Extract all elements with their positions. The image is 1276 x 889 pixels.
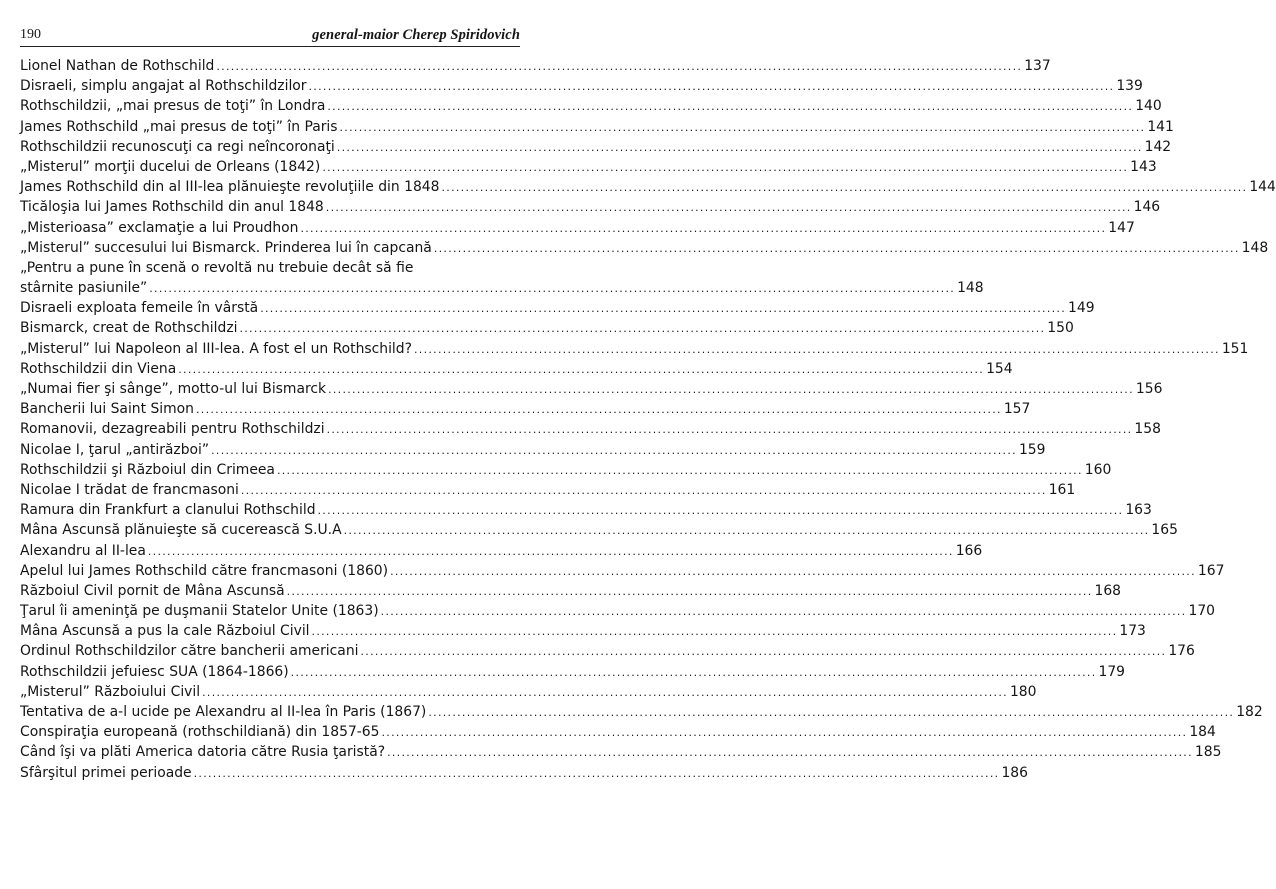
toc-entry	[20, 177, 1276, 197]
toc-entry-title: Ţarul îi ameninţă pe duşmanii Statelor Unite (1863)	[20, 603, 379, 620]
dot-leader	[337, 138, 1143, 158]
toc-entry-page: 143	[1130, 158, 1157, 175]
dot-leader	[211, 441, 1017, 461]
toc-entry-page: 165	[1151, 522, 1178, 539]
toc-entry-row	[20, 601, 1215, 621]
dot-leader	[360, 642, 1166, 662]
toc-entry-page: 150	[1047, 320, 1074, 337]
toc-entry-page: 182	[1236, 704, 1263, 720]
toc-entry	[20, 742, 1222, 762]
toc-entry	[20, 601, 1215, 621]
toc-entry-title: Bancherii lui Saint Simon	[20, 401, 194, 418]
toc-entry-title: Mâna Ascunsă a pus la cale Războiul Civil	[20, 623, 310, 640]
toc-entry	[20, 359, 1013, 379]
toc-entry-title: Rothschildzii şi Războiul din Crimeea	[20, 461, 275, 478]
dot-leader	[216, 57, 1022, 77]
toc-entry	[20, 339, 1249, 359]
dot-leader	[241, 481, 1047, 501]
toc-entry-row	[20, 157, 1157, 177]
page-header	[20, 24, 520, 47]
toc-entry-title: Nicolae I trădat de francmasoni	[20, 481, 239, 498]
dot-leader	[390, 562, 1196, 582]
toc-entry-title: „Numai fier şi sânge”, motto-ul lui Bismarck	[20, 381, 327, 397]
toc-entry-page: 157	[1003, 401, 1031, 418]
toc-entry	[20, 641, 1195, 661]
toc-entry	[20, 662, 1126, 682]
toc-entry-row	[20, 460, 1112, 480]
toc-entry-title: Rothschildzii jefuiesc SUA (1864-1866)	[20, 663, 289, 680]
toc-entry-page: 151	[1221, 340, 1249, 357]
toc-entry-row	[20, 419, 1161, 439]
toc-entry	[20, 76, 1143, 96]
toc-entry-page: 142	[1144, 138, 1172, 155]
toc-entry-row	[20, 480, 1076, 500]
toc-entry-title: James Rothschild din al III-lea plănuieşte revoluţiile din 1848	[20, 179, 440, 196]
toc-entry-page: 176	[1168, 643, 1195, 660]
toc-entry-row	[20, 641, 1195, 661]
toc-entry-page: 173	[1119, 623, 1146, 640]
toc-entry	[20, 561, 1225, 581]
dot-leader	[434, 239, 1240, 259]
dot-leader	[318, 501, 1124, 521]
dot-leader	[309, 77, 1115, 97]
toc-entry-title: stârnite pasiunile”	[20, 280, 148, 297]
dot-leader	[149, 279, 955, 299]
toc-entry-row	[20, 541, 983, 561]
toc-entry-title-line1: „Pentru a pune în scenă o revoltă nu trebuie decât să fie	[20, 259, 414, 276]
toc-entry-row	[20, 500, 1152, 520]
toc-entry-row	[20, 662, 1126, 682]
dot-leader	[344, 521, 1150, 541]
toc-entry-page: 148	[957, 280, 984, 297]
toc-entry-row	[20, 581, 1122, 601]
toc-entry	[20, 96, 1162, 116]
toc-entry-page: 186	[1001, 764, 1028, 781]
dot-leader	[414, 340, 1220, 360]
toc-entry	[20, 541, 983, 561]
dot-leader	[291, 663, 1097, 683]
toc-entry-page: 170	[1188, 603, 1215, 620]
toc-entry-page: 144	[1249, 179, 1276, 196]
dot-leader	[277, 461, 1083, 481]
toc-entry-page: 149	[1068, 300, 1095, 317]
toc-entry	[20, 218, 1135, 238]
toc-entry-row	[20, 117, 1174, 137]
toc-entry-title: Rothschildzii recunoscuţi ca regi neîncoronaţi	[20, 138, 335, 155]
dot-leader	[239, 319, 1045, 339]
toc-entry-title: Sfârşitul primei perioade	[20, 764, 192, 781]
dot-leader	[428, 703, 1234, 723]
toc-entry	[20, 581, 1122, 601]
toc-entry-row	[20, 359, 1013, 379]
toc-entry-row	[20, 298, 1095, 318]
toc-entry-row	[20, 177, 1276, 197]
toc-entry-title: Apelul lui James Rothschild către francmasoni (1860)	[20, 562, 389, 579]
toc-entry-row	[20, 238, 1269, 258]
dot-leader	[441, 178, 1247, 198]
toc-entry-row	[20, 722, 1216, 742]
toc-entry	[20, 763, 1028, 783]
toc-entry	[20, 379, 1163, 399]
dot-leader	[326, 198, 1132, 218]
toc-entry-page: 156	[1135, 381, 1163, 397]
dot-leader	[178, 360, 984, 380]
toc-entry-page: 140	[1135, 98, 1162, 115]
toc-entry-title: „Misterioasa” exclamaţie a lui Proudhon	[20, 219, 299, 236]
toc-entry	[20, 460, 1112, 480]
toc-entry-page: 184	[1189, 724, 1216, 741]
toc-entry-title: James Rothschild „mai presus de toţi” în Paris	[20, 118, 338, 135]
toc-entry-row	[20, 278, 984, 298]
toc-entry-page: 141	[1147, 118, 1174, 135]
toc-entry-row	[20, 76, 1143, 96]
page-number: 190	[20, 27, 41, 42]
toc-entry-page: 167	[1197, 562, 1225, 579]
dot-leader	[327, 420, 1133, 440]
toc-entry-title: Bismarck, creat de Rothschildzi	[20, 320, 238, 337]
toc-entry	[20, 722, 1216, 742]
toc-entry-title: Alexandru al II-lea	[20, 542, 146, 559]
toc-entry-row	[20, 742, 1222, 762]
dot-leader	[328, 380, 1134, 400]
dot-leader	[322, 158, 1128, 178]
toc-entry-row	[20, 520, 1178, 540]
dot-leader	[260, 299, 1066, 319]
toc-entry-page: 161	[1048, 481, 1076, 498]
toc-entry-page: 180	[1009, 683, 1037, 700]
toc-entry-title: Când îşi va plăti America datoria către Rusia ţaristă?	[20, 744, 386, 761]
toc-entry-row	[20, 763, 1028, 783]
toc-entry-row	[20, 702, 1263, 722]
toc-entry-title: „Misterul” morţii ducelui de Orleans (1842)	[20, 158, 321, 175]
toc-entry-title: Lionel Nathan de Rothschild	[20, 58, 215, 74]
dot-leader	[202, 683, 1008, 703]
toc-entry-row	[20, 621, 1146, 641]
toc-entry	[20, 56, 1051, 76]
toc-entry	[20, 702, 1263, 722]
toc-entry-page: 147	[1108, 219, 1135, 236]
toc-entry-row	[20, 440, 1046, 460]
toc-entry	[20, 258, 984, 298]
dot-leader	[196, 400, 1002, 420]
toc-entry-page: 166	[955, 542, 983, 559]
toc-entry-row	[20, 682, 1037, 702]
toc-entry-title: „Misterul” lui Napoleon al III-lea. A fost el un Rothschild?	[20, 340, 412, 357]
dot-leader	[194, 764, 1000, 784]
toc-entry-row	[20, 96, 1162, 116]
toc-entry-title: Războiul Civil pornit de Mâna Ascunsă	[20, 582, 285, 599]
toc-entry	[20, 399, 1031, 419]
dot-leader	[381, 602, 1187, 622]
toc-entry-row	[20, 318, 1074, 338]
toc-entry-page: 185	[1194, 744, 1222, 761]
dot-leader	[340, 118, 1146, 138]
toc-entry-row	[20, 56, 1051, 76]
toc-entry-row	[20, 339, 1249, 359]
toc-entry-title: Ticăloşia lui James Rothschild din anul 1848	[20, 199, 324, 216]
toc-entry-page: 148	[1241, 239, 1269, 256]
toc-entry-page: 154	[986, 360, 1013, 377]
toc-entry-row	[20, 561, 1225, 581]
toc-entry-title: Disraeli exploata femeile în vârstă	[20, 300, 259, 317]
toc-entry-title: Disraeli, simplu angajat al Rothschildzilor	[20, 78, 307, 95]
toc-entry-page: 168	[1094, 582, 1122, 599]
toc-entry-title: Rothschildzii din Viena	[20, 360, 177, 377]
toc-entry	[20, 238, 1269, 258]
toc-entry-page: 163	[1125, 502, 1152, 519]
toc-entry-title: „Misterul” Războiului Civil	[20, 683, 201, 700]
toc-entry-row	[20, 137, 1172, 157]
toc-entry-title: Mâna Ascunsă plănuieşte să cucerească S.U.A	[20, 522, 342, 539]
toc-entry	[20, 318, 1074, 338]
toc-entry	[20, 197, 1161, 217]
toc-entry	[20, 480, 1076, 500]
toc-entry-page: 137	[1024, 58, 1051, 74]
dot-leader	[381, 723, 1187, 743]
toc-entry-title: Tentativa de a-l ucide pe Alexandru al II-lea în Paris (1867)	[20, 704, 427, 720]
toc-entry-page: 179	[1098, 663, 1126, 680]
toc-entry	[20, 419, 1161, 439]
toc-entry-title: Romanovii, dezagreabili pentru Rothschildzi	[20, 421, 325, 438]
dot-leader	[387, 743, 1193, 763]
toc-entry-title: „Misterul” succesului lui Bismarck. Prinderea lui în capcană	[20, 239, 432, 256]
toc-entry-row	[20, 218, 1135, 238]
toc-entry	[20, 157, 1157, 177]
toc-entry-page: 146	[1133, 199, 1161, 216]
toc-entry	[20, 298, 1095, 318]
toc-entry	[20, 440, 1046, 460]
toc-entry	[20, 137, 1172, 157]
toc-entry-page: 139	[1116, 78, 1143, 95]
dot-leader	[300, 219, 1106, 239]
toc-entry-row	[20, 399, 1031, 419]
toc-entry-title: Ramura din Frankfurt a clanului Rothschild	[20, 502, 316, 519]
toc-entry	[20, 621, 1146, 641]
dot-leader	[287, 582, 1093, 602]
toc-entry-title: Rothschildzii, „mai presus de toţi” în Londra	[20, 98, 326, 115]
toc-entry-row	[20, 379, 1163, 399]
toc-entry-page: 158	[1134, 421, 1161, 438]
toc-entry	[20, 682, 1037, 702]
toc-entry-title: Ordinul Rothschildzilor către bancherii americani	[20, 643, 359, 660]
toc-entry-title: Conspiraţia europeană (rothschildiană) din 1857-65	[20, 724, 380, 741]
dot-leader	[312, 622, 1118, 642]
toc-entry	[20, 117, 1174, 137]
toc-entry-page: 160	[1084, 461, 1112, 478]
toc-entry	[20, 520, 1178, 540]
running-title: general-maior Cherep Spiridovich	[312, 27, 520, 43]
dot-leader	[327, 97, 1133, 117]
toc-entry-title: Nicolae I, ţarul „antirăzboi”	[20, 441, 210, 458]
toc-entry-page: 159	[1018, 441, 1046, 458]
toc-entry-row	[20, 197, 1161, 217]
dot-leader	[148, 542, 954, 562]
toc-entry	[20, 500, 1152, 520]
table-of-contents	[20, 56, 1276, 783]
